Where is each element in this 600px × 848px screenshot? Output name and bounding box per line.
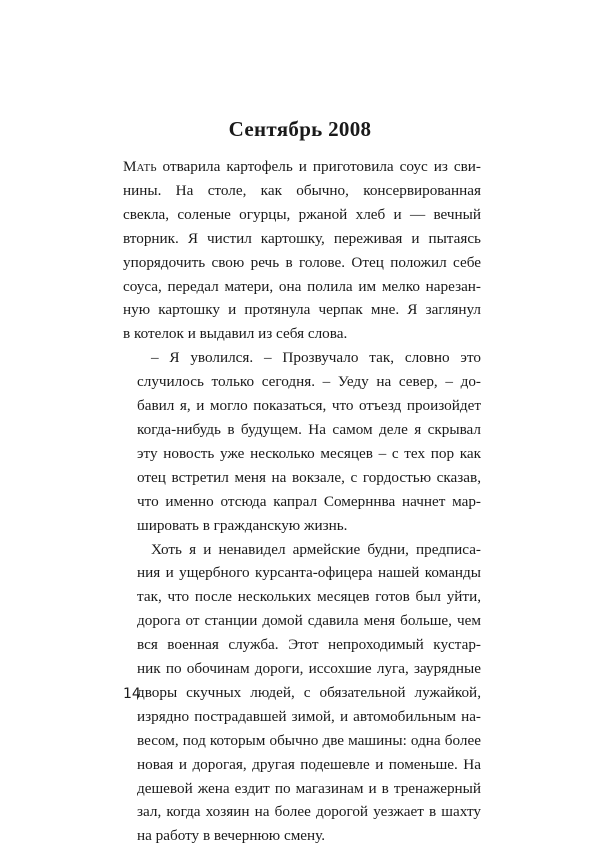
text-line: – Я уволился. – Прозвучало так, словно это xyxy=(123,346,481,370)
paragraph xyxy=(123,155,481,346)
text-line: дешевой жена ездит по магазинам и в тренажерный xyxy=(123,777,481,801)
text-line: шировать в гражданскую жизнь. xyxy=(123,514,481,538)
text-line: ную картошку и протянула черпак мне. Я заглянул xyxy=(123,298,481,322)
text-line: изрядно пострадавшей зимой, и автомобильным на- xyxy=(123,705,481,729)
text-line: Хоть я и ненавидел армейские будни, предписа- xyxy=(123,538,481,562)
paragraph xyxy=(123,346,481,537)
paragraph xyxy=(123,538,481,848)
text-line: в котелок и выдавил из себя слова. xyxy=(123,322,481,346)
text-line: зал, когда хозяин на более дорогой уезжает в шахту xyxy=(123,800,481,824)
text-line: свекла, соленые огурцы, ржаной хлеб и — вечный xyxy=(123,203,481,227)
text-line: случилось только сегодня. – Уеду на север, – до- xyxy=(123,370,481,394)
text-line: дорога от станции домой сдавила меня больше, чем xyxy=(123,609,481,633)
text-line: бавил я, и могло показаться, что отъезд произойдет xyxy=(123,394,481,418)
text-line: эту новость уже несколько месяцев – с тех пор как xyxy=(123,442,481,466)
text-line: на работу в вечернюю смену. xyxy=(123,824,481,848)
text-line: соуса, передал матери, она полила им мелко нарезан- xyxy=(123,275,481,299)
text-line: вся военная служба. Этот непроходимый кустар- xyxy=(123,633,481,657)
text-line: новая и дорогая, другая подешевле и поменьше. На xyxy=(123,753,481,777)
text-line: вторник. Я чистил картошку, переживая и пытаясь xyxy=(123,227,481,251)
text-line: нины. На столе, как обычно, консервированная xyxy=(123,179,481,203)
text-line: дворы скучных людей, с обязательной лужайкой, xyxy=(123,681,481,705)
text-line: так, что после нескольких месяцев готов был уйти, xyxy=(123,585,481,609)
text-line: ния и ущербного курсанта-офицера нашей команды xyxy=(123,561,481,585)
chapter-title: Сентябрь 2008 xyxy=(0,117,600,142)
drop-word: Мать xyxy=(123,158,157,175)
text-line: упорядочить свою речь в голове. Отец положил себе xyxy=(123,251,481,275)
text-line: когда-нибудь в будущем. На самом деле я скрывал xyxy=(123,418,481,442)
text-line: ник по обочинам дороги, иссохшие луга, заурядные xyxy=(123,657,481,681)
text-line: что именно отсюда капрал Сомерннва начнет мар- xyxy=(123,490,481,514)
page-number: 14 xyxy=(123,686,141,702)
text-line: весом, под которым обычно две машины: одна более xyxy=(123,729,481,753)
text-line: Мать отварила картофель и приготовила соус из сви- xyxy=(123,155,481,179)
body-text xyxy=(123,155,481,848)
text-line: отец встретил меня на вокзале, с гордостью сказав, xyxy=(123,466,481,490)
